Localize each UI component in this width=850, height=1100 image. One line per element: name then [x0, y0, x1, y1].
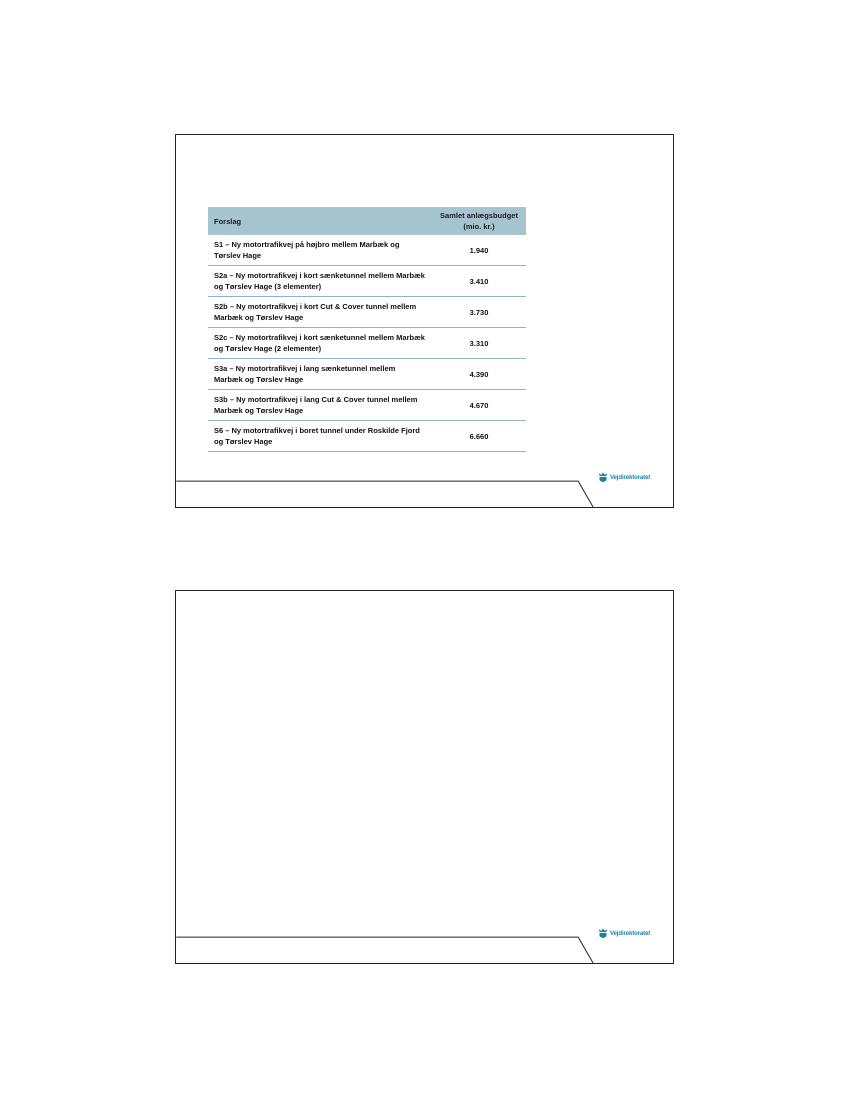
table-row: [208, 297, 526, 328]
budget-cell: 1.940: [432, 235, 526, 266]
proposal-cell: S6 – Ny motortrafikvej i boret tunnel under Roskilde Fjord og Tørslev Hage: [208, 421, 432, 452]
proposal-cell: S2b – Ny motortrafikvej i kort Cut & Cover tunnel mellem Marbæk og Tørslev Hage: [208, 297, 432, 328]
table-row: [208, 266, 526, 297]
slide-1: [175, 134, 674, 508]
budget-cell: 4.390: [432, 359, 526, 390]
table-row: [208, 390, 526, 421]
table-row: [208, 235, 526, 266]
budget-cell: 3.410: [432, 266, 526, 297]
vejdirektoratet-logo: [598, 472, 650, 484]
proposal-cell: S3a – Ny motortrafikvej i lang sænketunnel mellem Marbæk og Tørslev Hage: [208, 359, 432, 390]
budget-cell: 6.660: [432, 421, 526, 452]
budget-table: [208, 207, 526, 452]
header-budget: Samlet anlægsbudget (mio. kr.): [432, 207, 526, 235]
table-row: [208, 421, 526, 452]
vejdirektoratet-logo: [598, 928, 650, 940]
crown-shield-icon: [598, 472, 608, 484]
table-row: [208, 328, 526, 359]
slide-footer-line: [176, 591, 673, 963]
proposal-cell: S2c – Ny motortrafikvej i kort sænketunnel mellem Marbæk og Tørslev Hage (2 elementer): [208, 328, 432, 359]
slide-2: [175, 590, 674, 964]
proposal-cell: S2a – Ny motortrafikvej i kort sænketunnel mellem Marbæk og Tørslev Hage (3 elementer): [208, 266, 432, 297]
table-row: [208, 359, 526, 390]
crown-shield-icon: [598, 928, 608, 940]
budget-cell: 4.670: [432, 390, 526, 421]
proposal-cell: S3b – Ny motortrafikvej i lang Cut & Cover tunnel mellem Marbæk og Tørslev Hage: [208, 390, 432, 421]
proposal-cell: S1 – Ny motortrafikvej på højbro mellem Marbæk og Tørslev Hage: [208, 235, 432, 266]
logo-text: Vejdirektoratet: [610, 931, 651, 937]
table-header-row: [208, 207, 526, 235]
budget-cell: 3.310: [432, 328, 526, 359]
budget-cell: 3.730: [432, 297, 526, 328]
header-proposal: Forslag: [208, 207, 432, 235]
logo-text: Vejdirektoratet: [610, 475, 651, 481]
